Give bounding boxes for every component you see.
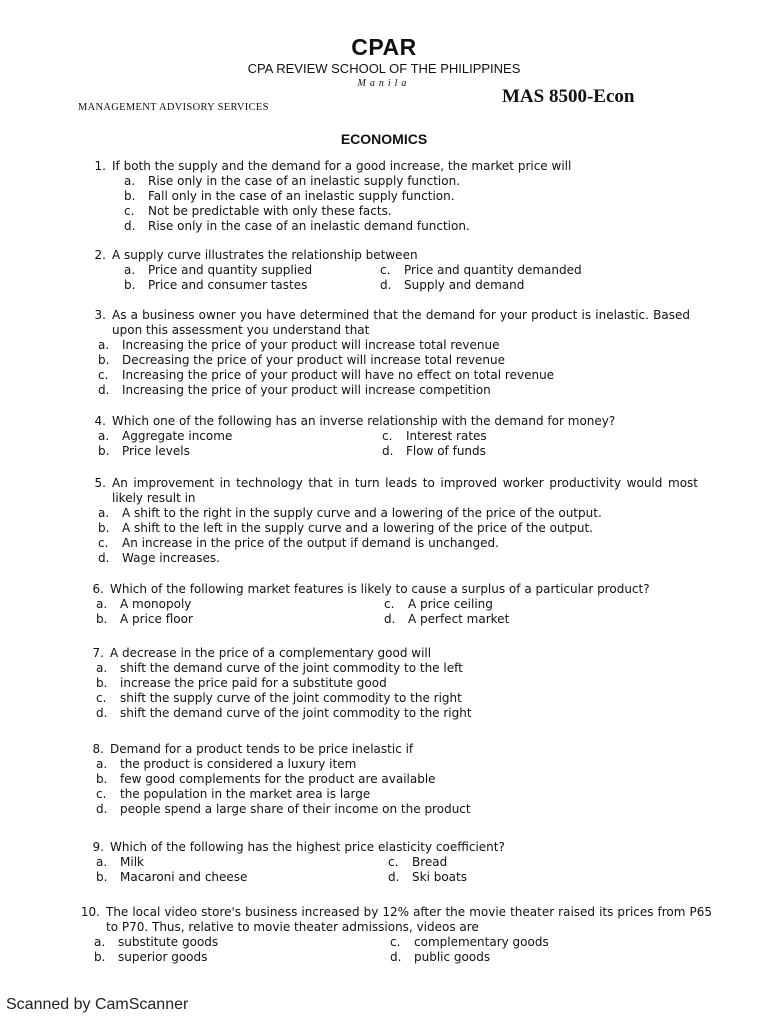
question-stem: A supply curve illustrates the relationship between xyxy=(112,248,418,262)
question-number: 1. xyxy=(94,159,106,173)
option: b. increase the price paid for a substitute good xyxy=(96,676,387,690)
option: b. Fall only in the case of an inelastic supply function. xyxy=(124,189,455,203)
question-stem: A decrease in the price of a complementary good will xyxy=(110,646,432,660)
question-stem: As a business owner you have determined that the demand for your product is inelastic. Based upon this assessment you understand that xyxy=(112,308,690,337)
option: d. Increasing the price of your product will increase competition xyxy=(98,383,491,397)
option: c. A price ceiling xyxy=(384,597,493,611)
question-stem: The local video store's business increased by 12% after the movie theater raised its prices from P65 to P70. Thus, relative to movie theater admissions, videos are xyxy=(106,905,712,934)
option: c. Price and quantity demanded xyxy=(380,263,582,277)
option: b. Decreasing the price of your product will increase total revenue xyxy=(98,353,505,367)
question-2: 2. A supply curve illustrates the relationship between a. Price and quantity supplied c. Price and quantity demanded b. Price and consumer tastes d. Supply and demand xyxy=(86,248,680,293)
option: c. shift the supply curve of the joint commodity to the right xyxy=(96,691,462,705)
option: c. complementary goods xyxy=(390,935,549,949)
option: a. Increasing the price of your product will increase total revenue xyxy=(98,338,500,352)
question-stem: An improvement in technology that in turn leads to improved worker productivity would most likely result in xyxy=(112,476,698,505)
question-6: 6. Which of the following market features is likely to cause a surplus of a particular product? a. A monopoly c. A price ceiling b. A price floor d. A perfect market xyxy=(84,582,696,627)
option: a. the product is considered a luxury item xyxy=(96,757,357,771)
option: c. An increase in the price of the output if demand is unchanged. xyxy=(98,536,499,550)
option: b. A price floor xyxy=(96,612,193,626)
option: c. Increasing the price of your product will have no effect on total revenue xyxy=(98,368,555,382)
option: d. public goods xyxy=(390,950,491,964)
option: b. Macaroni and cheese xyxy=(96,870,248,884)
option: a. Milk xyxy=(96,855,144,869)
question-stem: Which of the following has the highest price elasticity coefficient? xyxy=(110,840,505,854)
option: b. superior goods xyxy=(94,950,208,964)
option: c. Bread xyxy=(388,855,448,869)
subject-title: ECONOMICS xyxy=(340,131,428,147)
option: b. Price and consumer tastes xyxy=(124,278,308,292)
option: b. Price levels xyxy=(98,444,190,458)
school-city: Manila xyxy=(357,78,411,89)
question-stem: If both the supply and the demand for a good increase, the market price will xyxy=(112,159,572,173)
scanner-watermark: Scanned by CamScanner xyxy=(6,996,189,1013)
question-stem: Which one of the following has an inverse relationship with the demand for money? xyxy=(112,414,616,428)
question-9: 9. Which of the following has the highest price elasticity coefficient? a. Milk c. Bread b. Macaroni and cheese d. Ski boats xyxy=(84,840,684,885)
option: d. Rise only in the case of an inelastic demand function. xyxy=(124,219,470,233)
question-10: 10. The local video store's business increased by 12% after the movie theater raised its prices from P65 to P70. Thus, relative to movie theater admissions, videos are a. substitute goods c. complementary goods b. superior goods d. public goods xyxy=(80,905,712,964)
department-label: MANAGEMENT ADVISORY SERVICES xyxy=(78,102,269,113)
option: b. A shift to the left in the supply curve and a lowering of the price of the output. xyxy=(98,521,593,535)
question-5: 5. An improvement in technology that in turn leads to improved worker productivity would most likely result in a. A shift to the right in the supply curve and a lowering of the price of the output. b. A shift to the left in the supply curve and a lowering of the price of the output. c. An increase in the price of the output if demand is unchanged. d. Wage increases. xyxy=(94,476,698,565)
question-stem: Which of the following market features is likely to cause a surplus of a particular product? xyxy=(110,582,650,596)
question-4: 4. Which one of the following has an inverse relationship with the demand for money? a. Aggregate income c. Interest rates b. Price levels d. Flow of funds xyxy=(86,414,690,459)
question-8: 8. Demand for a product tends to be price inelastic if a. the product is considered a luxury item b. few good complements for the product are available c. the population in the market area is large d. people spend a large share of their income on the product xyxy=(84,742,684,817)
option: b. few good complements for the product are available xyxy=(96,772,436,786)
option: a. Aggregate income xyxy=(98,429,233,443)
option: d. Wage increases. xyxy=(98,551,220,565)
question-3: 3. As a business owner you have determined that the demand for your product is inelastic. Based upon this assessment you understand that a. Increasing the price of your product will increase total revenue b. Decreasing the price of your product will increase total revenue c. Increasing the price of your product will have no effect on total revenue d. Increasing the price of your product will increase competition xyxy=(94,308,690,397)
course-code: MAS 8500-Econ xyxy=(502,86,635,107)
question-1 xyxy=(86,159,680,234)
school-acronym: CPAR xyxy=(351,34,417,60)
option: a. A shift to the right in the supply curve and a lowering of the price of the output. xyxy=(98,506,602,520)
option: a. Price and quantity supplied xyxy=(124,263,313,277)
option: a. substitute goods xyxy=(94,935,219,949)
school-name: CPA REVIEW SCHOOL OF THE PHILIPPINES xyxy=(247,61,521,76)
question-7: 7. A decrease in the price of a complementary good will a. shift the demand curve of the joint commodity to the left b. increase the price paid for a substitute good c. shift the supply curve of the joint commodity to the right d. shift the demand curve of the joint commodity to the right xyxy=(84,646,684,721)
option: a. A monopoly xyxy=(96,597,192,611)
option: a. Rise only in the case of an inelastic supply function. xyxy=(124,174,461,188)
option: d. shift the demand curve of the joint commodity to the right xyxy=(96,706,472,720)
option: d. Ski boats xyxy=(388,870,467,884)
option: d. Flow of funds xyxy=(382,444,486,458)
option: d. Supply and demand xyxy=(380,278,525,292)
option: c. Not be predictable with only these facts. xyxy=(124,204,392,218)
question-stem: Demand for a product tends to be price inelastic if xyxy=(110,742,414,756)
option: a. shift the demand curve of the joint commodity to the left xyxy=(96,661,463,675)
option: d. people spend a large share of their income on the product xyxy=(96,802,471,816)
option: c. Interest rates xyxy=(382,429,487,443)
option: d. A perfect market xyxy=(384,612,510,626)
option: c. the population in the market area is large xyxy=(96,787,371,801)
